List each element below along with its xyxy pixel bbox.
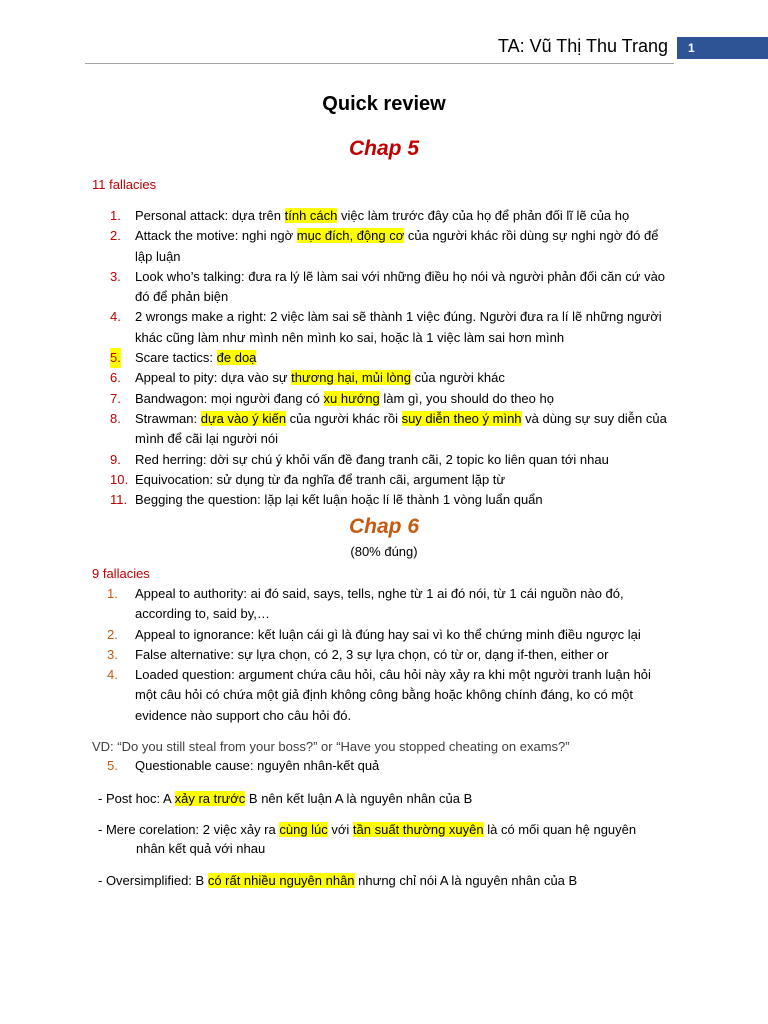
- page-header: [0, 0, 768, 70]
- list-item: 4. Loaded question: argument chứa câu hỏi, câu hỏi này xảy ra khi một người tranh luận hỏi một câu hỏi có chứa một giả định không công bằng hoặc không chính đáng, ko có một evidence nào support cho câu hỏi đó.: [107, 667, 651, 723]
- oversimplified-line: - Oversimplified: B có rất nhiều nguyên nhân nhưng chỉ nói A là nguyên nhân của B: [98, 873, 578, 888]
- list-item: 11. Begging the question: lặp lại kết luận hoặc lí lẽ thành 1 vòng luẩn quẩn: [110, 492, 543, 508]
- list-item: 4. 2 wrongs make a right: 2 việc làm sai sẽ thành 1 việc đúng. Người đưa ra lí lẽ những người khác cũng làm như mình nên mình ko sai, hoặc là 1 việc làm sai hơn mình: [110, 309, 662, 345]
- chap6-fallacy-list: [107, 584, 675, 726]
- example-line: VD: “Do you still steal from your boss?” or “Have you stopped cheating on exams?”: [92, 739, 570, 754]
- list-item: 10. Equivocation: sử dụng từ đa nghĩa để tranh cãi, argument lặp từ: [110, 471, 506, 487]
- list-item: 6. Appeal to pity: dựa vào sự thương hại, mủi lòng của người khác: [110, 370, 505, 386]
- chap5-fallacies-label: 11 fallacies: [92, 177, 157, 192]
- chap6-fallacies-label: 9 fallacies: [92, 566, 150, 581]
- chap6-heading: Chap 6: [348, 515, 419, 538]
- list-item: 9. Red herring: dời sự chú ý khỏi vấn đề đang tranh cãi, 2 topic ko liên quan tới nhau: [110, 451, 609, 467]
- list-item: 3. Look who’s talking: đưa ra lý lẽ làm sai với những điều họ nói và người phản đối căn cứ vào đó để phản biện: [110, 268, 666, 305]
- page-number-badge: 1: [677, 37, 768, 59]
- document-title: Quick review: [322, 93, 446, 115]
- header-divider: [85, 63, 674, 64]
- mere-corelation-line: - Mere corelation: 2 việc xảy ra cùng lúc với tần suất thường xuyên là có mối quan hệ nguyên nhân kết quả với nhau: [98, 822, 637, 856]
- list-item: 1. Appeal to authority: ai đó said, says, tells, nghe từ 1 ai đó nói, từ 1 cái nguồn nào đó, according to, said by,…: [107, 586, 624, 622]
- list-item: 3. False alternative: sự lựa chọn, có 2, 3 sự lựa chọn, có từ or, dạng if-then, either or: [107, 646, 609, 662]
- chap6-note: (80% đúng): [350, 544, 418, 559]
- list-item: 2. Appeal to ignorance: kết luận cái gì là đúng hay sai vì ko thể chứng minh điều ngược lại: [107, 626, 641, 642]
- chap5-fallacy-list: [110, 206, 675, 510]
- chap5-heading: Chap 5: [348, 137, 419, 160]
- header-ta-name: TA: Vũ Thị Thu Trang: [497, 36, 668, 56]
- list-item: 5. Scare tactics: đe doạ: [135, 348, 675, 368]
- list-item: 2. Attack the motive: nghi ngờ mục đích, động cơ của người khác rồi dùng sự nghi ngờ đó để lập luận: [110, 228, 659, 264]
- post-hoc-line: - Post hoc: A xảy ra trước B nên kết luận A là nguyên nhân của B: [98, 791, 473, 806]
- list-item: 1. Personal attack: dựa trên tính cách việc làm trước đây của họ để phản đối lĩ lẽ của họ: [110, 208, 630, 223]
- list-item: 7. Bandwagon: mọi người đang có xu hướng làm gì, you should do theo họ: [110, 390, 554, 406]
- chap6-item-5: 5. Questionable cause: nguyên nhân-kết quả: [107, 758, 380, 773]
- list-item: 8. Strawman: dựa vào ý kiến của người khác rồi suy diễn theo ý mình và dùng sự suy diễn của mình để cãi lại người nói: [110, 410, 667, 447]
